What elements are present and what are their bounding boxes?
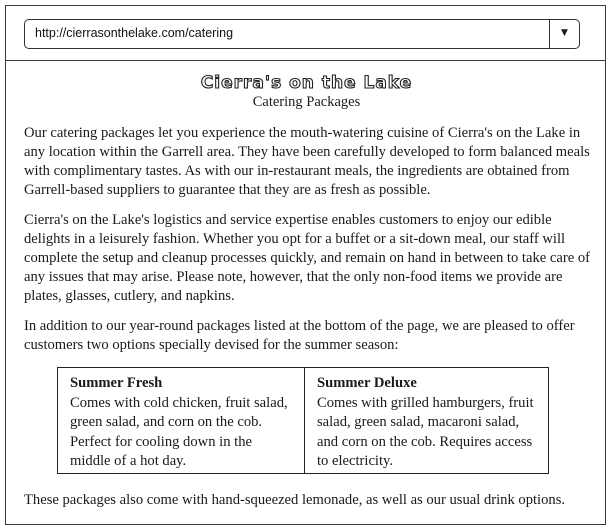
address-bar[interactable] <box>24 19 580 49</box>
closing-paragraph: These packages also come with hand-squeezed lemonade, as well as our usual drink options. <box>24 492 566 508</box>
url-text[interactable]: http://cierrasonthelake.com/catering <box>35 26 234 40</box>
chevron-down-icon: ▼ <box>561 28 568 38</box>
service-paragraph: Cierra's on the Lake's logistics and service expertise enables customers to enjoy our edible delights in a leisurely fashion. Whether you opt for a buffet or a sit-down meal, our staff will complete the setup and cleanup processes quickly, and remain on hand in between to take care of any issues that may arise. Please note, however, that the only non-food items we provide are plates, glasses, cutlery, and napkins. <box>24 212 590 304</box>
summer-packages-table <box>57 367 549 474</box>
page-title: Cierra's on the Lake <box>200 73 413 93</box>
url-dropdown-button[interactable] <box>549 20 579 48</box>
summer-intro-paragraph: In addition to our year-round packages listed at the bottom of the page, we are pleased to offer customers two options specially devised for the summer season: <box>24 318 575 353</box>
package-summer-deluxe <box>317 374 539 472</box>
package-name: Summer Fresh <box>70 375 163 391</box>
package-name: Summer Deluxe <box>317 375 417 391</box>
package-description: Comes with grilled hamburgers, fruit salad, green salad, macaroni salad, and corn on the cob. Requires access to electricity. <box>317 394 534 469</box>
intro-paragraph: Our catering packages let you experience the mouth-watering cuisine of Cierra's on the Lake in any location within the Garrell area. They have been carefully developed to form balanced meals with complimentary tastes. As with our in-restaurant meals, the ingredients are obtained from Garrell-based suppliers to guarantee that they are as fresh as possible. <box>24 125 590 198</box>
package-divider <box>304 368 305 473</box>
package-description: Comes with cold chicken, fruit salad, green salad, and corn on the cob. Perfect for cooling down in the middle of a hot day. <box>70 394 288 469</box>
package-summer-fresh <box>70 374 296 472</box>
header-divider <box>5 60 606 61</box>
page-subtitle: Catering Packages <box>252 94 361 110</box>
